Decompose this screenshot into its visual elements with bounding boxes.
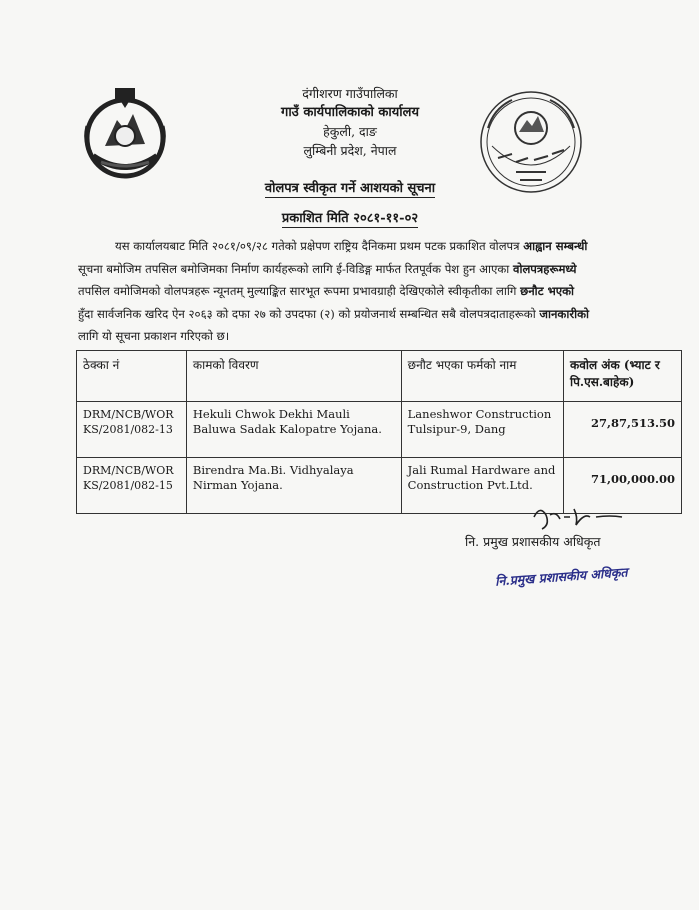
office-name: गाउँ कार्यपालिकाको कार्यालय (281, 105, 419, 120)
nepal-emblem-icon (75, 86, 175, 184)
firm-cell: Jali Rumal Hardware and Construction Pvt.Ltd. (401, 458, 563, 514)
firm-cell: Laneshwor Construction Tulsipur-9, Dang (401, 402, 563, 458)
table-row (77, 402, 682, 458)
office-location: हेकुली, दाङ (323, 124, 377, 139)
notice-body (78, 235, 678, 348)
published-date: प्रकाशित मिति २०८१-११-०२ (281, 211, 419, 226)
col-work-description: कामको विवरण (186, 351, 401, 402)
officer-title: नि. प्रमुख प्रशासकीय अधिकृत (465, 534, 601, 549)
contract-no-cell: DRM/NCB/WORKS/2081/082-13 (77, 402, 187, 458)
contract-no-cell: DRM/NCB/WORKS/2081/082-15 (77, 458, 187, 514)
officer-stamp: नि.प्रमुख प्रशासकीय अधिकृत (494, 564, 629, 589)
body-line: तपसिल वमोजिमको वोलपत्रहरू न्यूनतम् मुल्याङ्कित सारभूत रूपमा प्रभावग्राही देखिएकोले स्वीकृतीका लागि छनौट भएको (78, 284, 575, 298)
col-bid-amount: कवोल अंक (भ्याट र पि.एस.बाहेक) (564, 351, 682, 402)
body-line: यस कार्यालयबाट मिति २०८१/०९/२८ गतेको प्रक्षेपण राष्ट्रिय दैनिकमा प्रथम पटक प्रकाशित वोलपत्र आह्वान सम्बन्धी (115, 239, 588, 253)
office-header (180, 84, 520, 160)
body-line: सूचना बमोजिम तपसिल बमोजिमका निर्माण कार्यहरूको लागि ई-विडिङ्ग मार्फत रितपूर्वक पेश हुन आएका वोलपत्रहरूमध्ये (78, 261, 577, 276)
col-contract-no: ठेक्का नं (77, 351, 187, 402)
work-cell: Birendra Ma.Bi. Vidhyalaya Nirman Yojana. (186, 458, 401, 514)
body-line: लागि यो सूचना प्रकाशन गरिएको छ। (78, 329, 230, 343)
body-line: हुँदा सार्वजनिक खरिद ऐन २०६३ को दफा २७ को उपदफा (२) को प्रयोजनार्थ सम्बन्धित सबै वोलपत्रदाताहरूको जानकारीको (78, 306, 589, 321)
col-firm-name: छनौट भएका फर्मको नाम (401, 351, 563, 402)
office-province: लुम्बिनी प्रदेश, नेपाल (303, 143, 397, 158)
contract-table (76, 350, 682, 514)
municipality-name: दंगीशरण गाउँपालिका (302, 86, 398, 101)
amount-cell: 27,87,513.50 (564, 402, 682, 458)
notice-title: वोलपत्र स्वीकृत गर्ने आशयको सूचना (264, 181, 436, 196)
table-header-row (77, 351, 682, 402)
amount-cell: 71,00,000.00 (564, 458, 682, 514)
work-cell: Hekuli Chwok Dekhi Mauli Baluwa Sadak Kalopatre Yojana. (186, 402, 401, 458)
